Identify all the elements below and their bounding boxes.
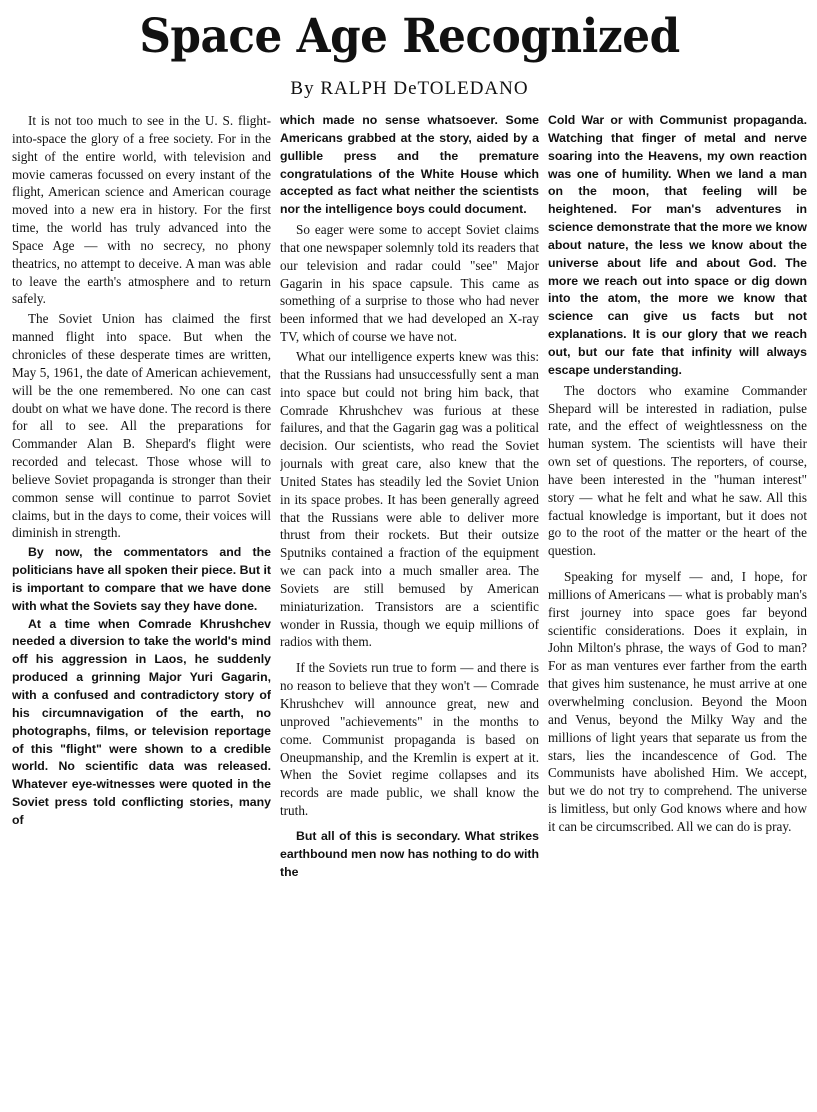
column-2	[280, 112, 539, 1112]
paragraph: which made no sense whatsoever. Some Americans grabbed at the story, aided by a gullible press and the premature congratulations of the White House which accepted as fact what neither the scientists nor the intelligence boys could document.	[280, 113, 539, 217]
byline: By RALPH DeTOLEDANO	[290, 78, 529, 99]
headline: Space Age Recognized	[139, 9, 680, 64]
column-1	[12, 112, 271, 1112]
paragraph: Cold War or with Communist propaganda. Watching that finger of metal and nerve soaring into the Heavens, my own reaction was one of humility. When we land a man on the moon, that feeling will be heightened. For man's adventures in science demonstrate that the more we know about nature, the less we know about the universe about life and about God. The more we reach out into space or dig down into the atom, the more we know that science can give us facts but not explanations. It is our glory that we reach out, but our fate that infinity will always escape understanding.	[548, 113, 807, 377]
paragraph: The Soviet Union has claimed the first manned flight into space. But when the chronicles of these desperate times are written, May 5, 1961, the date of American achievement, will be the one remembered. No one can cast doubt on what we have done. The record is there for all to see. All the preparations for Commander Alan B. Shepard's flight were recorded and telecast. Those whose will to believe Soviet propaganda is stronger than their common sense will continue to parrot Soviet claims, but in the days to come, their voices will diminish in strength.	[12, 311, 271, 541]
paragraph: At a time when Comrade Khrushchev needed a diversion to take the world's mind off his aggression in Laos, he suddenly produced a grinning Major Yuri Gagarin, with a confused and contradictory story of his circumnavigation of the earth, no photographs, films, or television reportage of this "flight" were shown to a credible world. No scientific data was released. Whatever eye-witnesses were quoted in the Soviet press told conflicting stories, many of	[12, 616, 271, 827]
paragraph: But all of this is secondary. What strikes earthbound men now has nothing to do with the	[280, 828, 539, 879]
paragraph: So eager were some to accept Soviet claims that one newspaper solemnly told its readers that our television and radar could "see" Major Gagarin in his space capsule. This came as something of a surprise to those who had never been informed that we had developed an X-ray TV, which of course we have not.	[280, 222, 539, 345]
article-columns	[12, 112, 807, 1112]
paragraph: By now, the commentators and the politicians have all spoken their piece. But it is important to compare that we have done with what the Soviets say they have done.	[12, 545, 271, 613]
paragraph: What our intelligence experts knew was this: that the Russians had unsuccessfully sent a man into space but could not bring him back, that Comrade Khrushchev was furious at these failures, and that the Gagarin gag was a political decision. Our scientists, who read the Soviet journals with great care, also knew that the United States has steadily led the Soviet Union in its space probes. It has been generally agreed that the Russians were able to deliver more thrust from their rockets. But their outsize Sputniks contained a fraction of the equipment we can pack into a much smaller area. The Soviets are still bemused by American miniaturization. Transistors are a scientific wonder in Russia, though we equip millions of radios with them.	[280, 348, 539, 650]
paragraph: Speaking for myself — and, I hope, for millions of Americans — what is probably man's first journey into space goes far beyond scientific considerations. Does it explain, in John Milton's phrase, the ways of God to man? For as man ventures ever farther from the earth that gives him sustenance, he must arrive at one overwhelming conclusion. Beyond the Moon and Venus, beyond the Milky Way and the millions of light years that separate us from the stars, lies the incandescence of God. The Communists have abolished Him. We accept, but we do not try to comprehend. The universe is limitless, but only God knows where and how it can be circumscribed. All we can do is pray.	[548, 569, 807, 834]
paragraph: The doctors who examine Commander Shepard will be interested in radiation, pulse rate, and the effect of weightlessness on the human system. The scientists will have their own set of questions. The reporters, of course, have been interested in the "human interest" story — what he felt and what he saw. All this factual knowledge is important, but it does not go to the root of the matter or the heart of the question.	[548, 382, 807, 559]
paragraph: If the Soviets run true to form — and there is no reason to believe that they won't — Comrade Khrushchev will announce great, new and unproved "achievements" in the months to come. Communist propaganda is based on Oneupmanship, and the Kremlin is expert at it. When the Soviet regime collapses and its records are made public, we shall know the truth.	[280, 660, 539, 819]
column-3	[548, 112, 807, 1112]
paragraph: It is not too much to see in the U. S. flight-into-space the glory of a free society. For in the sight of the entire world, with television and movie cameras focussed on every instant of the flight, American science and American courage moved into a new era in history. For the first time, the world has truly advanced into the Space Age — with no secrecy, no phony theatrics, no attempt to deceive. A man was able to leave the earth's atmosphere and to return safely.	[12, 113, 271, 307]
